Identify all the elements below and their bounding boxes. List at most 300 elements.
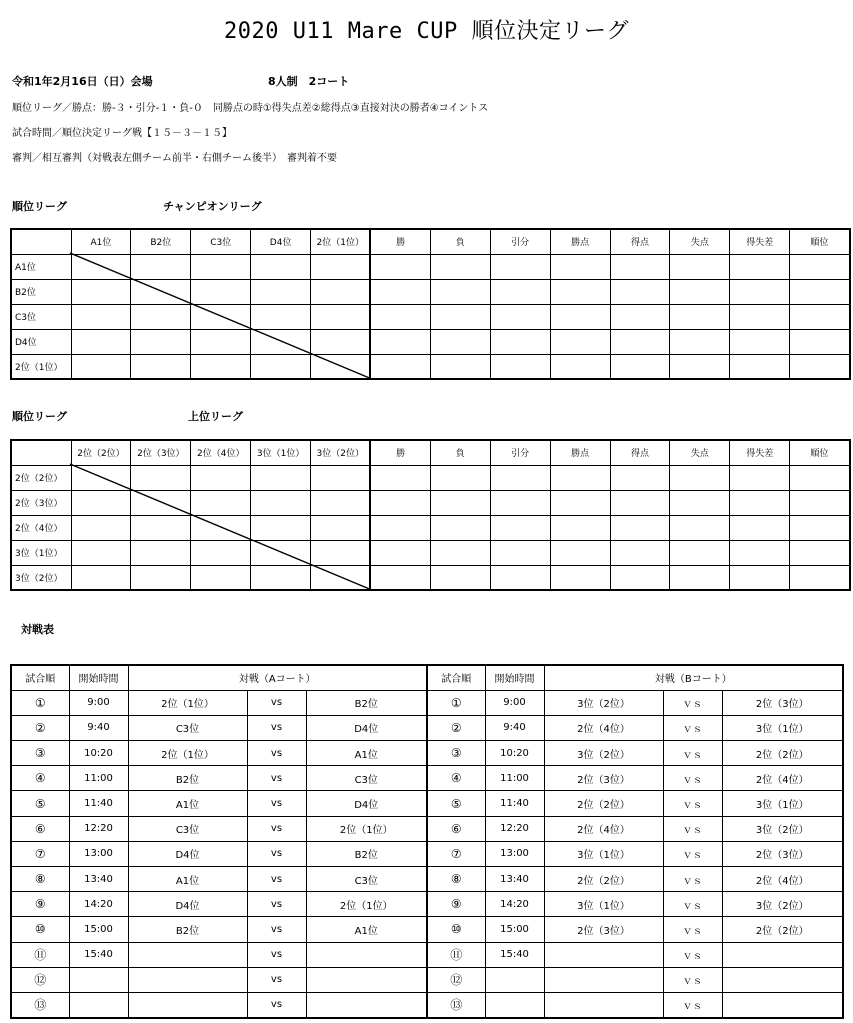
league1-label: 順位リーグ <box>12 200 67 213</box>
start-time <box>485 967 544 992</box>
score-cell <box>430 304 490 329</box>
team-away: 2位（3位） <box>722 841 843 866</box>
vs-label: vs <box>247 841 306 866</box>
stat-col-header: 勝 <box>370 440 430 465</box>
page-title: 2020 U11 Mare CUP 順位決定リーグ <box>224 19 629 44</box>
team-away <box>306 992 427 1017</box>
start-time: 12:20 <box>69 816 128 841</box>
team-home: 2位（1位） <box>128 741 247 766</box>
table-row <box>11 992 843 1017</box>
match-number: ③ <box>427 741 485 766</box>
score-cell <box>131 304 191 329</box>
team-row-header: B2位 <box>11 279 71 304</box>
table-row <box>11 254 850 279</box>
score-cell <box>191 279 251 304</box>
match-number: ⑬ <box>11 992 69 1017</box>
score-cell <box>191 565 251 590</box>
score-cell <box>71 354 131 379</box>
score-cell <box>311 279 371 304</box>
match-number: ② <box>11 715 69 740</box>
match-number: ⑪ <box>11 942 69 967</box>
score-cell <box>370 565 430 590</box>
match-number: ⑦ <box>11 841 69 866</box>
start-time: 15:00 <box>69 917 128 942</box>
score-cell <box>610 354 670 379</box>
table-row <box>11 304 850 329</box>
score-cell <box>131 254 191 279</box>
score-cell <box>790 254 850 279</box>
score-cell <box>610 254 670 279</box>
vs-label: vs <box>247 892 306 917</box>
score-cell <box>71 565 131 590</box>
table-row <box>11 715 843 740</box>
score-cell <box>370 254 430 279</box>
start-time: 11:40 <box>69 791 128 816</box>
score-cell <box>251 540 311 565</box>
team-away: 2位（1位） <box>306 892 427 917</box>
score-cell <box>191 329 251 354</box>
stat-col-header: 順位 <box>790 229 850 254</box>
team-away: 3位（1位） <box>722 791 843 816</box>
start-time: 11:40 <box>485 791 544 816</box>
score-cell <box>251 354 311 379</box>
match-number: ② <box>427 715 485 740</box>
team-away: C3位 <box>306 867 427 892</box>
league2-table <box>10 439 851 591</box>
order-header: 試合順 <box>11 665 69 690</box>
start-time <box>69 992 128 1017</box>
score-cell <box>550 540 610 565</box>
date-venue: 令和1年2月16日（日）会場 <box>12 75 153 88</box>
score-cell <box>490 354 550 379</box>
score-cell <box>131 490 191 515</box>
match-number: ⑪ <box>427 942 485 967</box>
team-home: 3位（1位） <box>544 841 663 866</box>
score-cell <box>610 490 670 515</box>
team-home: 3位（2位） <box>544 741 663 766</box>
score-cell <box>550 465 610 490</box>
score-cell <box>730 515 790 540</box>
score-cell <box>370 490 430 515</box>
score-cell <box>670 329 730 354</box>
score-cell <box>311 329 371 354</box>
table-row <box>11 967 843 992</box>
score-cell <box>370 540 430 565</box>
score-cell <box>490 279 550 304</box>
score-cell <box>131 279 191 304</box>
vs-label: ｖｓ <box>663 715 722 740</box>
team-away: B2位 <box>306 690 427 715</box>
vs-label: ｖｓ <box>663 841 722 866</box>
vs-label: ｖｓ <box>663 766 722 791</box>
score-cell <box>251 254 311 279</box>
match-time-text: 試合時間／順位決定リーグ戦【１５－３－１５】 <box>12 128 232 139</box>
match-number: ④ <box>11 766 69 791</box>
score-cell <box>71 279 131 304</box>
score-cell <box>730 254 790 279</box>
vs-label: ｖｓ <box>663 942 722 967</box>
score-cell <box>71 515 131 540</box>
start-time: 12:20 <box>485 816 544 841</box>
vs-label: vs <box>247 992 306 1017</box>
referee-text: 審判／相互審判（対戦表左側チーム前半・右側チーム後半） 審判着不要 <box>12 153 337 164</box>
score-cell <box>610 515 670 540</box>
score-cell <box>311 465 371 490</box>
vs-label: ｖｓ <box>663 816 722 841</box>
table-row <box>11 690 843 715</box>
team-row-header: 2位（3位） <box>11 490 71 515</box>
team-away: 2位（2位） <box>722 741 843 766</box>
score-cell <box>610 540 670 565</box>
schedule-table <box>10 664 844 1019</box>
team-away: B2位 <box>306 841 427 866</box>
league1-name: チャンピオンリーグ <box>163 200 262 213</box>
team-row-header: 2位（2位） <box>11 465 71 490</box>
score-cell <box>790 565 850 590</box>
team-away: 2位（4位） <box>722 867 843 892</box>
score-cell <box>550 354 610 379</box>
score-cell <box>670 279 730 304</box>
team-home <box>544 942 663 967</box>
score-cell <box>550 304 610 329</box>
match-number: ⑨ <box>11 892 69 917</box>
score-cell <box>71 540 131 565</box>
score-cell <box>191 540 251 565</box>
score-cell <box>490 565 550 590</box>
score-cell <box>730 329 790 354</box>
start-time: 14:20 <box>485 892 544 917</box>
score-cell <box>251 279 311 304</box>
table-row <box>11 791 843 816</box>
match-number: ⑤ <box>11 791 69 816</box>
order-header: 試合順 <box>427 665 485 690</box>
match-number: ⑥ <box>427 816 485 841</box>
score-cell <box>490 490 550 515</box>
start-time: 9:40 <box>485 715 544 740</box>
score-cell <box>311 515 371 540</box>
score-cell <box>610 565 670 590</box>
score-cell <box>131 465 191 490</box>
team-col-header: B2位 <box>131 229 191 254</box>
match-number: ⑧ <box>427 867 485 892</box>
score-cell <box>370 329 430 354</box>
stat-col-header: 得点 <box>610 229 670 254</box>
score-cell <box>191 354 251 379</box>
team-col-header: A1位 <box>71 229 131 254</box>
stat-col-header: 引分 <box>490 440 550 465</box>
score-cell <box>490 254 550 279</box>
vs-label: vs <box>247 867 306 892</box>
team-home: A1位 <box>128 791 247 816</box>
score-cell <box>490 465 550 490</box>
start-time-header: 開始時間 <box>485 665 544 690</box>
stat-col-header: 得点 <box>610 440 670 465</box>
vs-label: vs <box>247 766 306 791</box>
score-cell <box>370 465 430 490</box>
score-cell <box>131 354 191 379</box>
score-cell <box>730 279 790 304</box>
start-time: 11:00 <box>485 766 544 791</box>
team-col-header: 2位（3位） <box>131 440 191 465</box>
score-cell <box>490 540 550 565</box>
team-home: 2位（3位） <box>544 766 663 791</box>
score-cell <box>730 565 790 590</box>
table-row <box>11 766 843 791</box>
match-number: ① <box>11 690 69 715</box>
score-cell <box>191 490 251 515</box>
score-cell <box>790 354 850 379</box>
score-cell <box>670 304 730 329</box>
score-cell <box>790 490 850 515</box>
score-cell <box>550 490 610 515</box>
match-number: ⑫ <box>11 967 69 992</box>
team-home: 2位（4位） <box>544 715 663 740</box>
corner-cell <box>11 229 71 254</box>
stat-col-header: 負 <box>430 229 490 254</box>
match-format: 8人制 2コート <box>268 75 350 88</box>
start-time-header: 開始時間 <box>69 665 128 690</box>
team-away: 3位（2位） <box>722 892 843 917</box>
score-cell <box>730 540 790 565</box>
score-cell <box>610 279 670 304</box>
score-cell <box>790 329 850 354</box>
stat-col-header: 得失差 <box>730 440 790 465</box>
vs-label: ｖｓ <box>663 741 722 766</box>
team-home: B2位 <box>128 766 247 791</box>
score-cell <box>670 490 730 515</box>
team-row-header: 2位（4位） <box>11 515 71 540</box>
start-time: 9:40 <box>69 715 128 740</box>
stat-col-header: 勝 <box>370 229 430 254</box>
team-home: 2位（2位） <box>544 791 663 816</box>
score-cell <box>430 540 490 565</box>
score-cell <box>610 304 670 329</box>
score-cell <box>251 304 311 329</box>
score-cell <box>131 565 191 590</box>
stat-col-header: 勝点 <box>550 229 610 254</box>
team-home: 3位（1位） <box>544 892 663 917</box>
score-cell <box>790 279 850 304</box>
vs-label: ｖｓ <box>663 917 722 942</box>
team-home: 2位（4位） <box>544 816 663 841</box>
score-cell <box>71 490 131 515</box>
score-cell <box>670 515 730 540</box>
stat-col-header: 引分 <box>490 229 550 254</box>
score-cell <box>610 465 670 490</box>
vs-label: vs <box>247 967 306 992</box>
team-col-header: 3位（1位） <box>251 440 311 465</box>
score-cell <box>730 465 790 490</box>
score-cell <box>670 465 730 490</box>
score-cell <box>670 565 730 590</box>
score-cell <box>131 515 191 540</box>
table-row <box>11 816 843 841</box>
team-home: C3位 <box>128 816 247 841</box>
score-cell <box>370 304 430 329</box>
score-cell <box>191 515 251 540</box>
score-cell <box>670 540 730 565</box>
team-away: D4位 <box>306 791 427 816</box>
score-cell <box>311 354 371 379</box>
team-home <box>128 992 247 1017</box>
table-row <box>11 892 843 917</box>
corner-cell <box>11 440 71 465</box>
vs-label: vs <box>247 741 306 766</box>
score-cell <box>251 465 311 490</box>
start-time: 13:40 <box>485 867 544 892</box>
team-away: A1位 <box>306 741 427 766</box>
start-time: 13:00 <box>485 841 544 866</box>
vs-label: ｖｓ <box>663 690 722 715</box>
vs-label: vs <box>247 715 306 740</box>
score-cell <box>311 304 371 329</box>
score-cell <box>191 304 251 329</box>
start-time: 10:20 <box>485 741 544 766</box>
score-cell <box>610 329 670 354</box>
start-time: 13:40 <box>69 867 128 892</box>
match-number: ① <box>427 690 485 715</box>
table-row <box>11 565 850 590</box>
score-cell <box>670 254 730 279</box>
score-cell <box>251 490 311 515</box>
score-cell <box>430 279 490 304</box>
team-away: 3位（1位） <box>722 715 843 740</box>
match-number: ⑥ <box>11 816 69 841</box>
score-cell <box>430 490 490 515</box>
start-time: 9:00 <box>69 690 128 715</box>
score-cell <box>131 540 191 565</box>
team-away: 2位（2位） <box>722 917 843 942</box>
vs-label: vs <box>247 791 306 816</box>
start-time <box>69 967 128 992</box>
score-cell <box>131 329 191 354</box>
score-cell <box>311 540 371 565</box>
score-cell <box>550 515 610 540</box>
match-number: ⑬ <box>427 992 485 1017</box>
vs-label: vs <box>247 816 306 841</box>
team-away <box>722 942 843 967</box>
league2-label: 順位リーグ <box>12 410 67 423</box>
team-row-header: C3位 <box>11 304 71 329</box>
match-number: ③ <box>11 741 69 766</box>
score-cell <box>71 304 131 329</box>
rules-text: 順位リーグ／勝点：勝-３・引分-１・負-０ 同勝点の時①得失点差②総得点③直接対決の勝者④コイントス <box>12 103 489 114</box>
score-cell <box>430 329 490 354</box>
court-a-header: 対戦（Aコート） <box>128 665 427 690</box>
table-row <box>11 841 843 866</box>
court-b-header: 対戦（Bコート） <box>544 665 843 690</box>
score-cell <box>550 279 610 304</box>
team-away <box>306 942 427 967</box>
score-cell <box>191 254 251 279</box>
score-cell <box>730 304 790 329</box>
score-cell <box>430 254 490 279</box>
stat-col-header: 得失差 <box>730 229 790 254</box>
score-cell <box>430 465 490 490</box>
score-cell <box>311 490 371 515</box>
team-away <box>722 967 843 992</box>
team-col-header: 3位（2位） <box>311 440 371 465</box>
score-cell <box>730 354 790 379</box>
team-home <box>128 967 247 992</box>
table-row <box>11 515 850 540</box>
vs-label: ｖｓ <box>663 992 722 1017</box>
score-cell <box>251 565 311 590</box>
team-away: 2位（1位） <box>306 816 427 841</box>
score-cell <box>550 329 610 354</box>
team-away: 2位（3位） <box>722 690 843 715</box>
stat-col-header: 失点 <box>670 440 730 465</box>
match-number: ⑦ <box>427 841 485 866</box>
score-cell <box>550 565 610 590</box>
start-time: 14:20 <box>69 892 128 917</box>
vs-label: vs <box>247 942 306 967</box>
score-cell <box>71 254 131 279</box>
match-number: ⑧ <box>11 867 69 892</box>
league2-name: 上位リーグ <box>188 410 243 423</box>
match-number: ④ <box>427 766 485 791</box>
score-cell <box>670 354 730 379</box>
score-cell <box>370 515 430 540</box>
league1-table <box>10 228 851 380</box>
score-cell <box>430 515 490 540</box>
team-away: 2位（4位） <box>722 766 843 791</box>
vs-label: vs <box>247 917 306 942</box>
table-row <box>11 917 843 942</box>
team-away: D4位 <box>306 715 427 740</box>
table-row <box>11 741 843 766</box>
vs-label: vs <box>247 690 306 715</box>
team-away: A1位 <box>306 917 427 942</box>
start-time: 15:00 <box>485 917 544 942</box>
stat-col-header: 順位 <box>790 440 850 465</box>
team-row-header: 3位（1位） <box>11 540 71 565</box>
team-row-header: 2位（1位） <box>11 354 71 379</box>
score-cell <box>71 329 131 354</box>
start-time: 13:00 <box>69 841 128 866</box>
team-home <box>544 992 663 1017</box>
team-home: 2位（1位） <box>128 690 247 715</box>
score-cell <box>251 329 311 354</box>
team-home: D4位 <box>128 892 247 917</box>
team-home: 2位（3位） <box>544 917 663 942</box>
table-row <box>11 354 850 379</box>
team-col-header: 2位（2位） <box>71 440 131 465</box>
stat-col-header: 失点 <box>670 229 730 254</box>
score-cell <box>790 515 850 540</box>
start-time: 15:40 <box>69 942 128 967</box>
start-time: 9:00 <box>485 690 544 715</box>
table-row <box>11 329 850 354</box>
start-time: 10:20 <box>69 741 128 766</box>
match-number: ⑩ <box>11 917 69 942</box>
score-cell <box>71 465 131 490</box>
score-cell <box>251 515 311 540</box>
team-row-header: D4位 <box>11 329 71 354</box>
team-row-header: A1位 <box>11 254 71 279</box>
score-cell <box>370 279 430 304</box>
team-home: 3位（2位） <box>544 690 663 715</box>
score-cell <box>191 465 251 490</box>
start-time: 11:00 <box>69 766 128 791</box>
team-home: C3位 <box>128 715 247 740</box>
table-row <box>11 867 843 892</box>
vs-label: ｖｓ <box>663 791 722 816</box>
start-time: 15:40 <box>485 942 544 967</box>
team-home: B2位 <box>128 917 247 942</box>
score-cell <box>550 254 610 279</box>
score-cell <box>730 490 790 515</box>
